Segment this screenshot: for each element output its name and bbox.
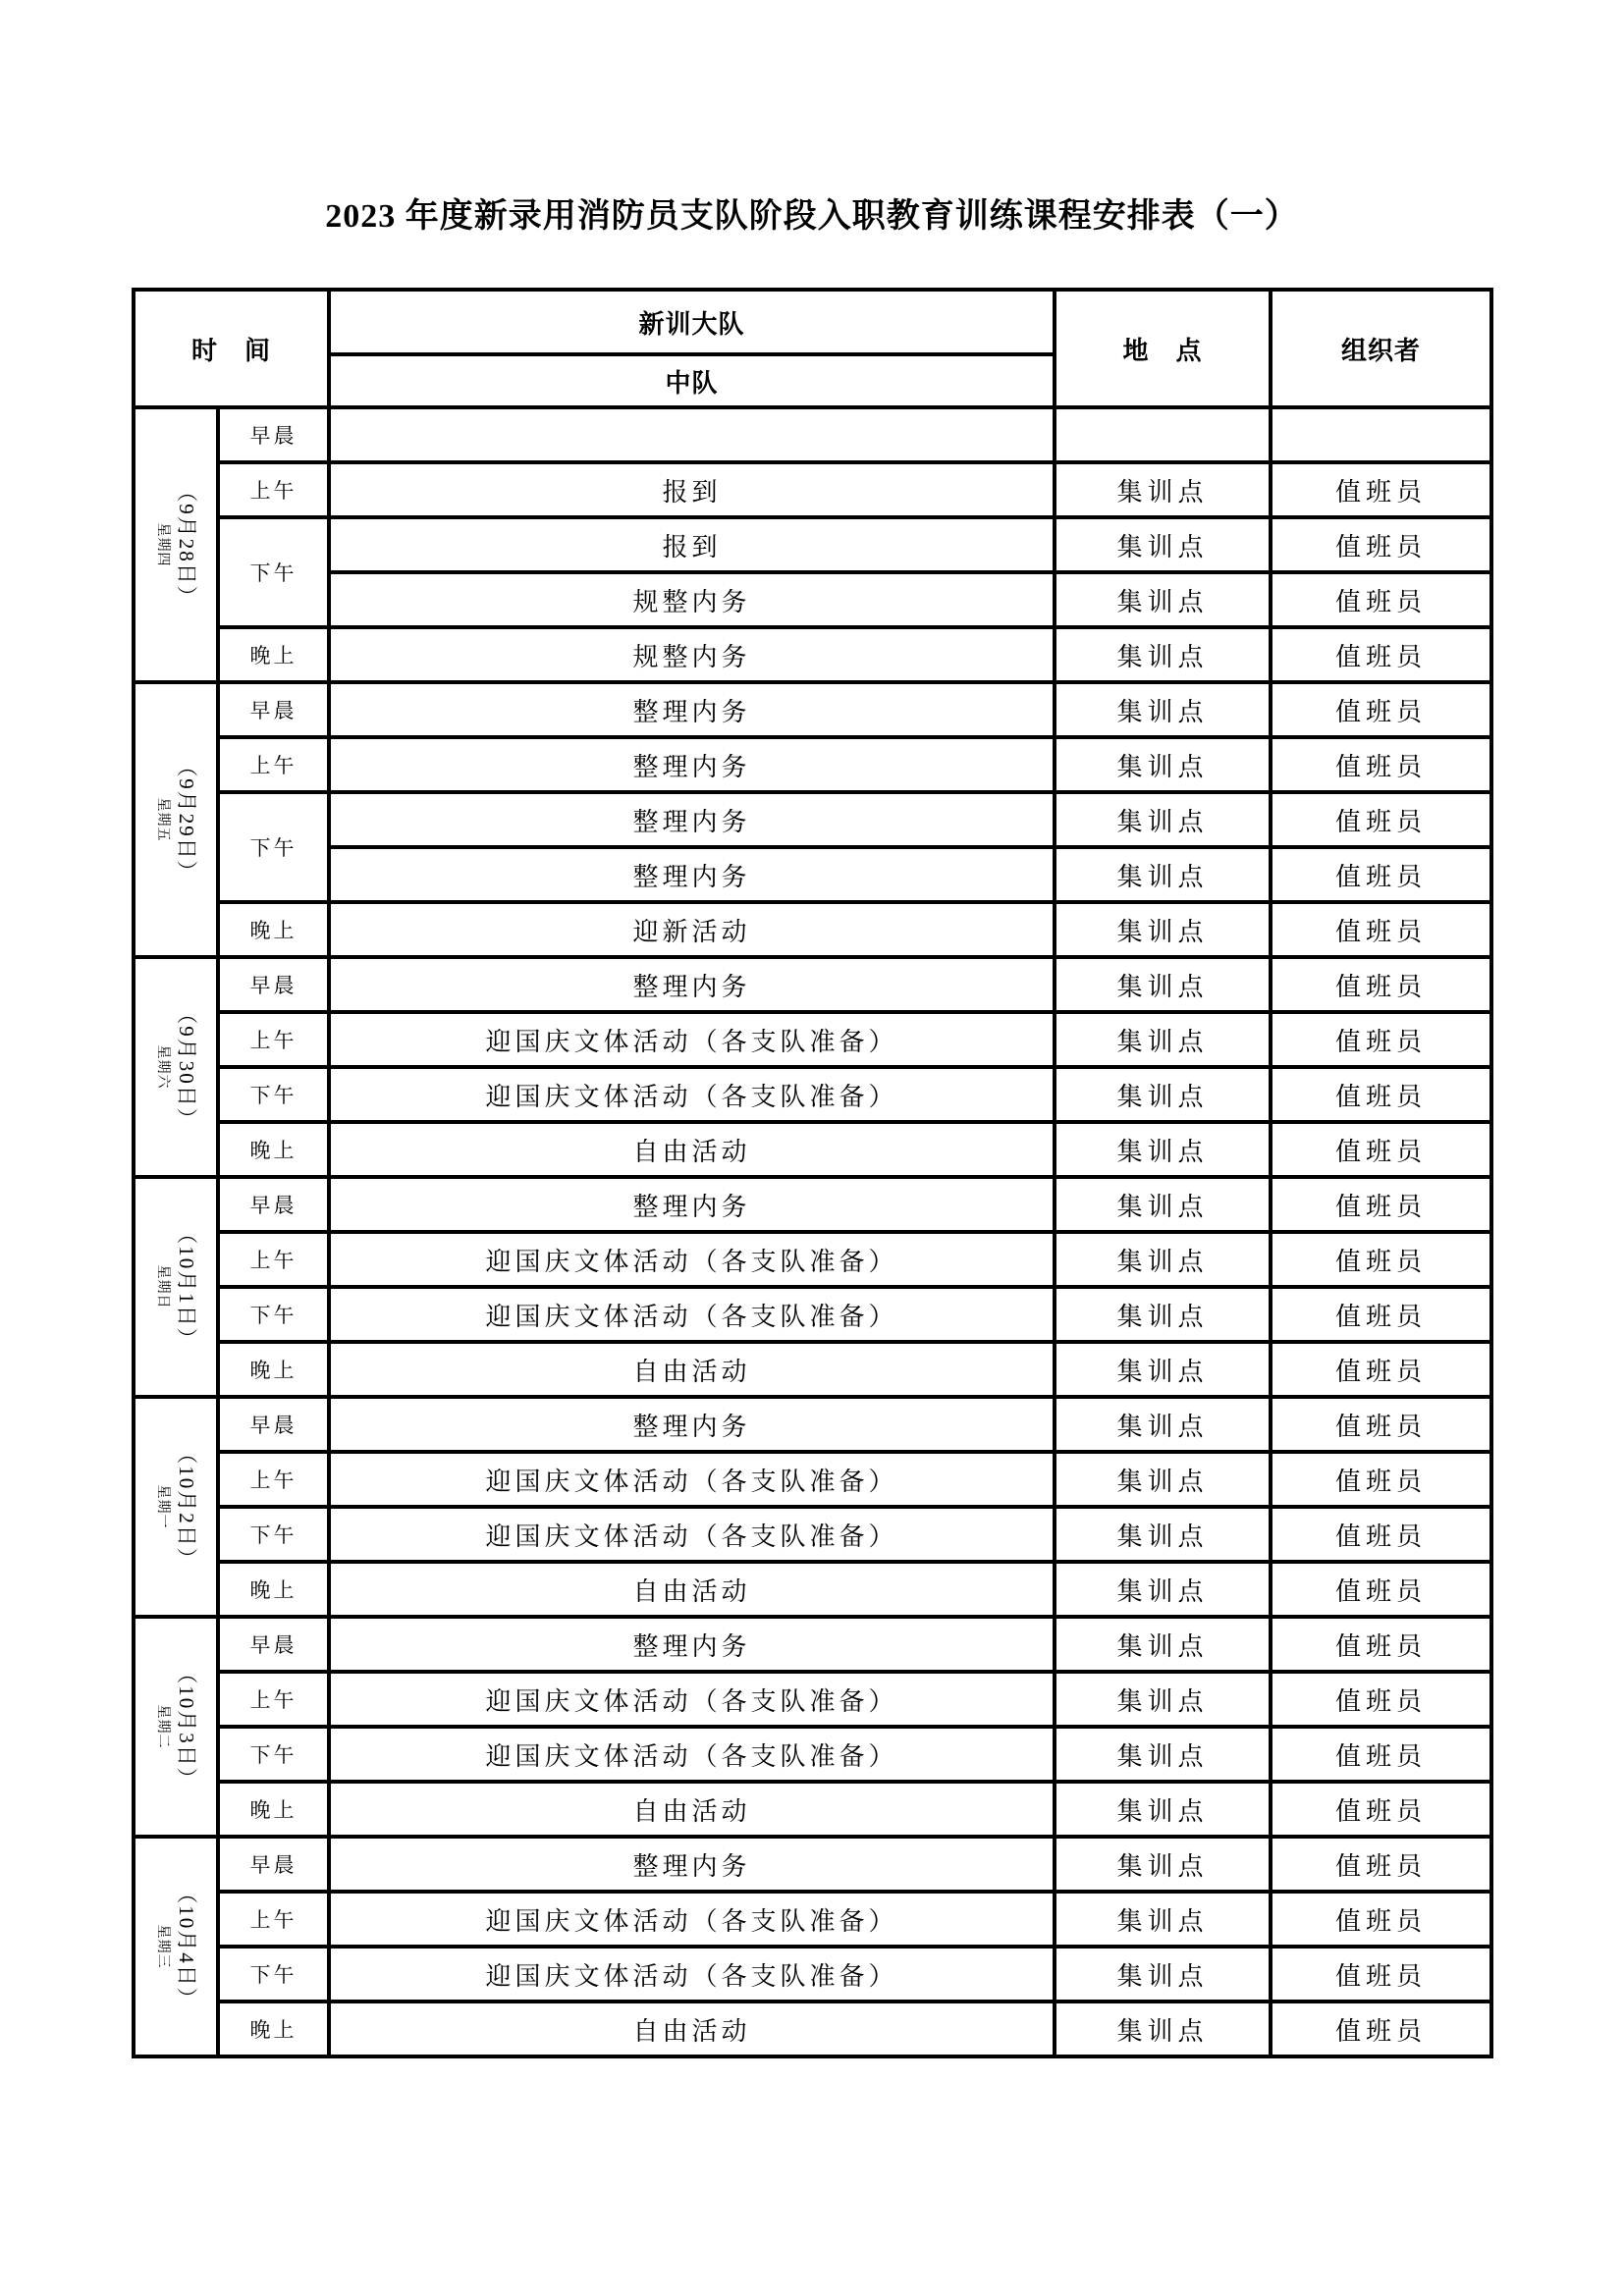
date-label: （10月4日） (175, 1883, 198, 2010)
activity-cell: 规整内务 (329, 572, 1055, 627)
activity-cell: 迎国庆文体活动（各支队准备） (329, 1947, 1055, 2002)
schedule-row (134, 2002, 1491, 2056)
schedule-row (134, 737, 1491, 792)
location-cell: 集训点 (1055, 682, 1271, 737)
location-cell: 集训点 (1055, 847, 1271, 902)
period-cell: 晚上 (218, 627, 329, 682)
activity-cell: 自由活动 (329, 2002, 1055, 2056)
date-cell (134, 1397, 218, 1617)
location-cell: 集训点 (1055, 1507, 1271, 1562)
period-cell: 下午 (218, 517, 329, 627)
location-cell: 集训点 (1055, 1672, 1271, 1727)
period-cell: 上午 (218, 737, 329, 792)
activity-cell: 整理内务 (329, 1837, 1055, 1892)
organizer-cell: 值班员 (1271, 1012, 1491, 1067)
schedule-row (134, 1287, 1491, 1342)
schedule-row (134, 1727, 1491, 1782)
header-row (134, 290, 1491, 354)
schedule-row (134, 1782, 1491, 1837)
period-cell: 上午 (218, 1452, 329, 1507)
organizer-cell: 值班员 (1271, 462, 1491, 517)
schedule-row (134, 1452, 1491, 1507)
activity-cell: 整理内务 (329, 847, 1055, 902)
schedule-row (134, 902, 1491, 957)
date-label: （9月29日） (175, 756, 198, 883)
location-cell: 集训点 (1055, 1452, 1271, 1507)
period-cell: 早晨 (218, 1837, 329, 1892)
activity-cell: 规整内务 (329, 627, 1055, 682)
schedule-row (134, 1177, 1491, 1232)
organizer-cell: 值班员 (1271, 1617, 1491, 1672)
activity-cell: 迎国庆文体活动（各支队准备） (329, 1287, 1055, 1342)
vertical-date-block (152, 1443, 199, 1571)
schedule-row (134, 1672, 1491, 1727)
location-cell: 集训点 (1055, 627, 1271, 682)
period-cell: 上午 (218, 462, 329, 517)
location-cell (1055, 407, 1271, 462)
weekday-label: 星期日 (155, 1264, 170, 1309)
schedule-row (134, 1067, 1491, 1122)
organizer-cell: 值班员 (1271, 1837, 1491, 1892)
organizer-cell: 值班员 (1271, 517, 1491, 572)
period-cell: 晚上 (218, 1782, 329, 1837)
activity-cell: 报到 (329, 517, 1055, 572)
organizer-cell (1271, 407, 1491, 462)
location-cell: 集训点 (1055, 1782, 1271, 1837)
organizer-cell: 值班员 (1271, 1177, 1491, 1232)
location-cell: 集训点 (1055, 572, 1271, 627)
location-cell: 集训点 (1055, 517, 1271, 572)
activity-cell: 自由活动 (329, 1562, 1055, 1617)
organizer-cell: 值班员 (1271, 1342, 1491, 1397)
schedule-row (134, 847, 1491, 902)
organizer-cell: 值班员 (1271, 1507, 1491, 1562)
organizer-cell: 值班员 (1271, 1452, 1491, 1507)
organizer-cell: 值班员 (1271, 847, 1491, 902)
period-cell: 上午 (218, 1012, 329, 1067)
activity-cell: 整理内务 (329, 1397, 1055, 1452)
page-title: 2023 年度新录用消防员支队阶段入职教育训练课程安排表（一） (325, 198, 1299, 235)
schedule-row (134, 572, 1491, 627)
date-cell (134, 1837, 218, 2056)
activity-cell: 迎国庆文体活动（各支队准备） (329, 1727, 1055, 1782)
location-cell: 集训点 (1055, 1397, 1271, 1452)
location-cell: 集训点 (1055, 1342, 1271, 1397)
organizer-cell: 值班员 (1271, 1397, 1491, 1452)
date-cell (134, 957, 218, 1177)
location-cell: 集训点 (1055, 2002, 1271, 2056)
header-brigade: 新训大队 (329, 290, 1055, 354)
activity-cell: 整理内务 (329, 957, 1055, 1012)
organizer-cell: 值班员 (1271, 1727, 1491, 1782)
schedule-row (134, 1342, 1491, 1397)
schedule-row (134, 1837, 1491, 1892)
organizer-cell: 值班员 (1271, 1782, 1491, 1837)
period-cell: 早晨 (218, 1177, 329, 1232)
organizer-cell: 值班员 (1271, 1892, 1491, 1947)
weekday-label: 星期六 (155, 1044, 170, 1090)
organizer-cell: 值班员 (1271, 627, 1491, 682)
date-cell (134, 1177, 218, 1397)
period-cell: 下午 (218, 1287, 329, 1342)
schedule-row (134, 1012, 1491, 1067)
header-organizer: 组织者 (1271, 290, 1491, 407)
schedule-row (134, 1617, 1491, 1672)
period-cell: 下午 (218, 1947, 329, 2002)
location-cell: 集训点 (1055, 1837, 1271, 1892)
organizer-cell: 值班员 (1271, 1232, 1491, 1287)
organizer-cell: 值班员 (1271, 1947, 1491, 2002)
activity-cell: 整理内务 (329, 1617, 1055, 1672)
organizer-cell: 值班员 (1271, 2002, 1491, 2056)
period-cell: 晚上 (218, 2002, 329, 2056)
schedule-row (134, 517, 1491, 572)
period-cell: 早晨 (218, 1617, 329, 1672)
date-cell (134, 1617, 218, 1837)
activity-cell: 整理内务 (329, 737, 1055, 792)
schedule-row (134, 957, 1491, 1012)
location-cell: 集训点 (1055, 1287, 1271, 1342)
activity-cell (329, 407, 1055, 462)
activity-cell: 迎国庆文体活动（各支队准备） (329, 1012, 1055, 1067)
location-cell: 集训点 (1055, 1232, 1271, 1287)
schedule-table (132, 288, 1493, 2058)
activity-cell: 自由活动 (329, 1782, 1055, 1837)
date-label: （10月2日） (175, 1443, 198, 1571)
period-cell: 上午 (218, 1672, 329, 1727)
location-cell: 集训点 (1055, 462, 1271, 517)
location-cell: 集训点 (1055, 957, 1271, 1012)
location-cell: 集训点 (1055, 1012, 1271, 1067)
activity-cell: 自由活动 (329, 1122, 1055, 1177)
period-cell: 晚上 (218, 902, 329, 957)
organizer-cell: 值班员 (1271, 682, 1491, 737)
period-cell: 早晨 (218, 1397, 329, 1452)
vertical-date-block (152, 1223, 199, 1351)
location-cell: 集训点 (1055, 1067, 1271, 1122)
schedule-row (134, 1122, 1491, 1177)
period-cell: 早晨 (218, 957, 329, 1012)
period-cell: 晚上 (218, 1122, 329, 1177)
period-cell: 上午 (218, 1892, 329, 1947)
weekday-label: 星期二 (155, 1704, 170, 1749)
organizer-cell: 值班员 (1271, 1122, 1491, 1177)
vertical-date-block (152, 1003, 199, 1131)
organizer-cell: 值班员 (1271, 1067, 1491, 1122)
schedule-row (134, 682, 1491, 737)
period-cell: 下午 (218, 1727, 329, 1782)
activity-cell: 迎国庆文体活动（各支队准备） (329, 1507, 1055, 1562)
schedule-row (134, 1562, 1491, 1617)
location-cell: 集训点 (1055, 1727, 1271, 1782)
vertical-date-block (152, 756, 199, 883)
organizer-cell: 值班员 (1271, 902, 1491, 957)
period-cell: 下午 (218, 1507, 329, 1562)
activity-cell: 整理内务 (329, 792, 1055, 847)
location-cell: 集训点 (1055, 1892, 1271, 1947)
activity-cell: 整理内务 (329, 1177, 1055, 1232)
date-cell (134, 407, 218, 682)
date-label: （9月30日） (175, 1003, 198, 1131)
organizer-cell: 值班员 (1271, 737, 1491, 792)
vertical-date-block (152, 1883, 199, 2010)
schedule-row (134, 627, 1491, 682)
date-label: （10月1日） (175, 1223, 198, 1351)
schedule-row (134, 407, 1491, 462)
activity-cell: 迎国庆文体活动（各支队准备） (329, 1452, 1055, 1507)
location-cell: 集训点 (1055, 792, 1271, 847)
location-cell: 集训点 (1055, 1562, 1271, 1617)
vertical-date-block (152, 1663, 199, 1790)
header-location: 地 点 (1055, 290, 1271, 407)
organizer-cell: 值班员 (1271, 1672, 1491, 1727)
weekday-label: 星期三 (155, 1924, 170, 1969)
activity-cell: 迎国庆文体活动（各支队准备） (329, 1892, 1055, 1947)
organizer-cell: 值班员 (1271, 792, 1491, 847)
period-cell: 下午 (218, 1067, 329, 1122)
schedule-row (134, 1507, 1491, 1562)
period-cell: 下午 (218, 792, 329, 902)
location-cell: 集训点 (1055, 737, 1271, 792)
activity-cell: 报到 (329, 462, 1055, 517)
location-cell: 集训点 (1055, 1947, 1271, 2002)
date-cell (134, 682, 218, 957)
date-label: （10月3日） (175, 1663, 198, 1790)
schedule-row (134, 1947, 1491, 2002)
weekday-label: 星期一 (155, 1484, 170, 1529)
schedule-row (134, 1397, 1491, 1452)
location-cell: 集训点 (1055, 902, 1271, 957)
activity-cell: 自由活动 (329, 1342, 1055, 1397)
activity-cell: 迎国庆文体活动（各支队准备） (329, 1067, 1055, 1122)
organizer-cell: 值班员 (1271, 1287, 1491, 1342)
period-cell: 上午 (218, 1232, 329, 1287)
period-cell: 晚上 (218, 1342, 329, 1397)
header-squadron: 中队 (329, 354, 1055, 407)
schedule-row (134, 462, 1491, 517)
activity-cell: 整理内务 (329, 682, 1055, 737)
activity-cell: 迎国庆文体活动（各支队准备） (329, 1232, 1055, 1287)
location-cell: 集训点 (1055, 1122, 1271, 1177)
date-label: （9月28日） (175, 481, 198, 609)
organizer-cell: 值班员 (1271, 957, 1491, 1012)
schedule-header (134, 290, 1491, 407)
weekday-label: 星期四 (155, 522, 170, 567)
header-time: 时 间 (134, 290, 329, 407)
schedule-row (134, 1232, 1491, 1287)
period-cell: 晚上 (218, 1562, 329, 1617)
activity-cell: 迎国庆文体活动（各支队准备） (329, 1672, 1055, 1727)
weekday-label: 星期五 (155, 797, 170, 842)
period-cell: 早晨 (218, 682, 329, 737)
location-cell: 集训点 (1055, 1617, 1271, 1672)
schedule-row (134, 1892, 1491, 1947)
organizer-cell: 值班员 (1271, 1562, 1491, 1617)
organizer-cell: 值班员 (1271, 572, 1491, 627)
activity-cell: 迎新活动 (329, 902, 1055, 957)
schedule-body (134, 407, 1491, 2056)
location-cell: 集训点 (1055, 1177, 1271, 1232)
vertical-date-block (152, 481, 199, 609)
period-cell: 早晨 (218, 407, 329, 462)
schedule-row (134, 792, 1491, 847)
